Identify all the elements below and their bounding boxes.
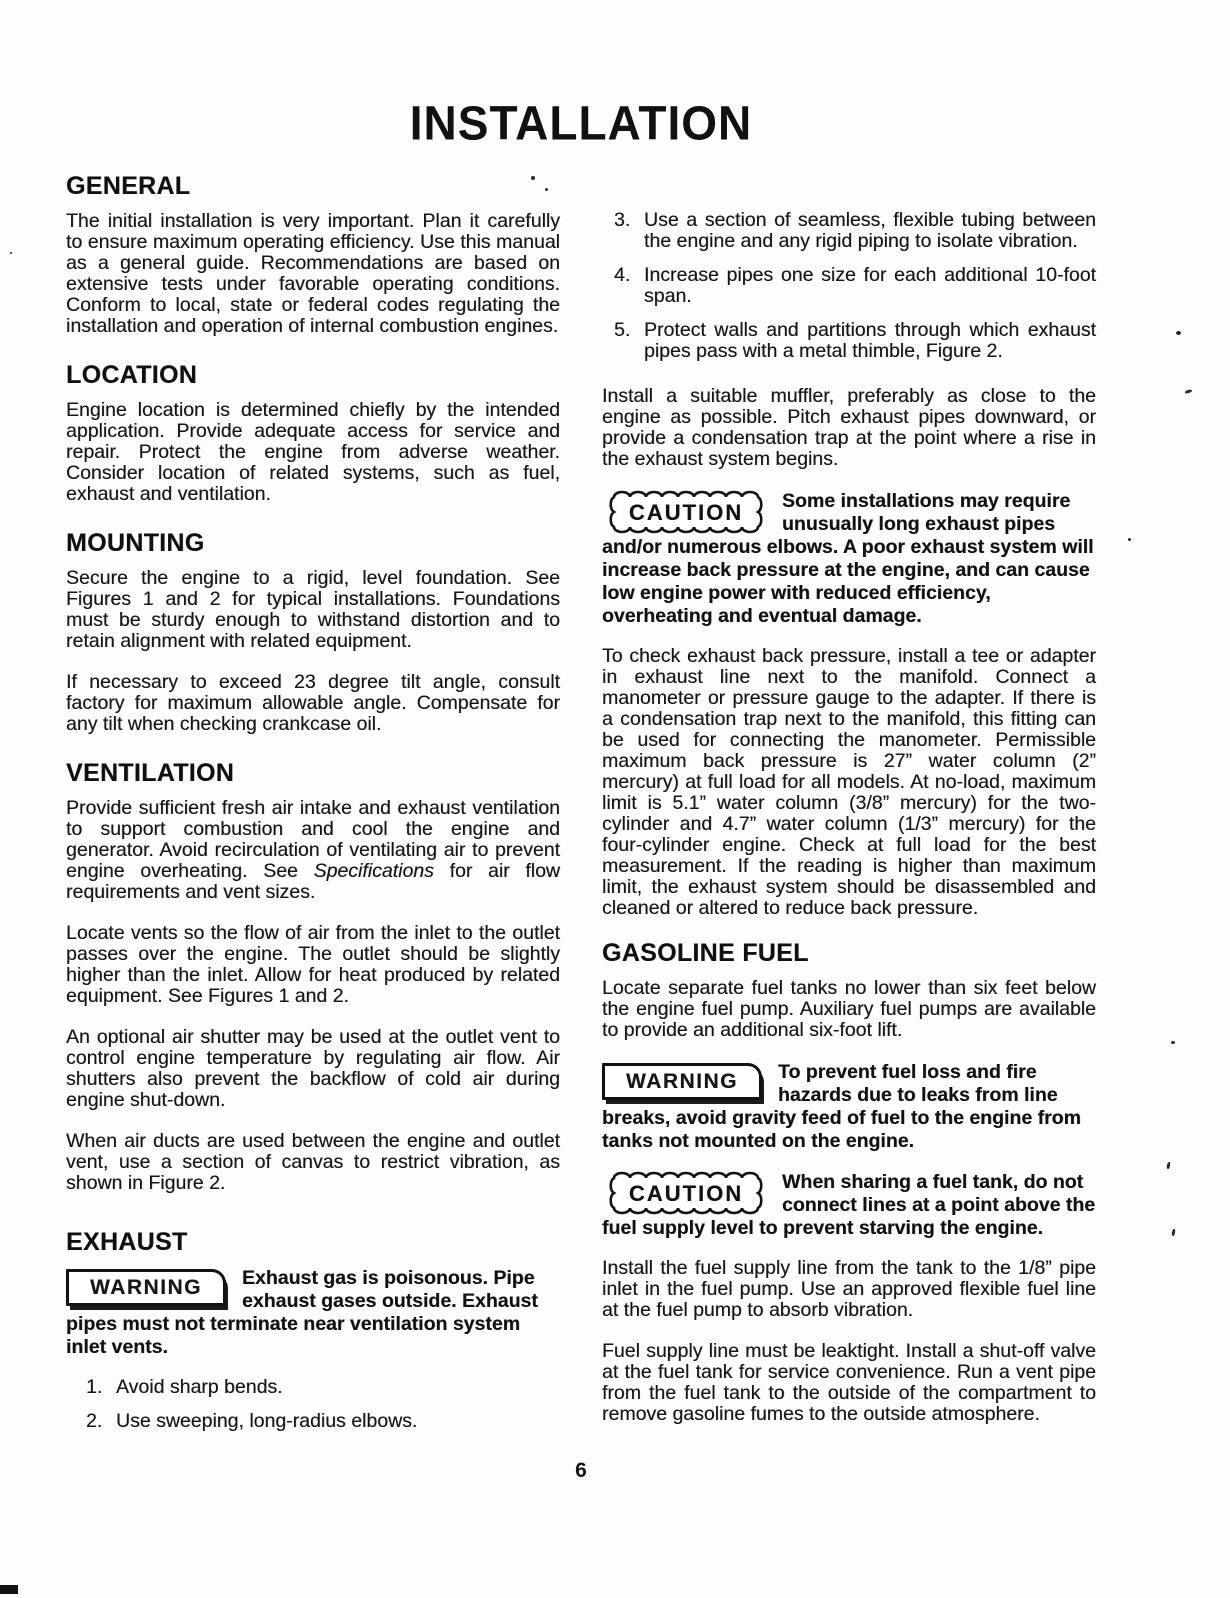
warning-label: WARNING [626,1070,738,1093]
list-item [614,265,1096,307]
paragraph-gasoline-1: Locate separate fuel tanks no lower than six feet below the engine fuel pump. Auxiliary fuel pumps are available to provide an additional six-foot lift. [602,977,1096,1041]
scan-artifact [1185,389,1193,394]
paragraph-fuel-supply-1: Install the fuel supply line from the tank to the 1/8” pipe inlet in the fuel pump. Use an approved flexible fuel line at the fuel pump to absorb vibration. [602,1257,1096,1321]
caution-label: CAUTION [628,500,744,525]
list-item [86,1411,560,1432]
caution-label-box [602,490,770,534]
section-heading-general: GENERAL [66,172,191,200]
exhaust-rules-list [66,1377,560,1432]
specifications-reference: Specifications [313,860,434,882]
paragraph-ventilation-4: When air ducts are used between the engine and outlet vent, use a section of canvas to restrict vibration, as shown in Figure 2. [66,1130,560,1194]
exhaust-caution-note [602,490,1096,628]
list-item-text: Avoid sharp bends. [116,1376,283,1398]
section-heading-exhaust: EXHAUST [66,1228,188,1256]
list-item-text: Use a section of seamless, flexible tubing between the engine and any rigid piping to isolate vibration. [644,209,1096,252]
ventilation-text-a: Provide sufficient fresh air intake and exhaust ventilation to support combustion and cool the engine and generator. Avoid recirculation of ventilating air to prevent engine overheating. See [66,797,560,882]
exhaust-warning-note [66,1267,560,1359]
list-item-text: Increase pipes one size for each additional 10-foot span. [644,264,1096,307]
caution-label: CAUTION [628,1181,744,1206]
section-heading-gasoline-fuel: GASOLINE FUEL [602,939,809,967]
warning-label-box [602,1063,762,1100]
paragraph-general: The initial installation is very important. Plan it carefully to ensure maximum operating efficiency. Use this manual as a general guide. Recommendations are based on extensive tests under favorable operating conditions. Conform to local, state or federal codes regulating the installation and operation of internal combustion engines. [66,210,560,337]
page-number: 6 [575,1459,587,1482]
page-title: INSTALLATION [409,95,753,151]
section-heading-mounting: MOUNTING [66,529,205,557]
scan-artifact [1166,1162,1170,1169]
list-item-number: 1. [86,1376,103,1398]
paragraph-mounting-1: Secure the engine to a rigid, level foundation. See Figures 1 and 2 for typical installations. Foundations must be sturdy enough to withstand distortion and to retain alignment with related equipment. [66,567,560,652]
exhaust-caution-text: Some installations may require unusually long exhaust pipes and/or numerous elbows. A poor exhaust system will increase back pressure at the engine, and can cause low engine power with reduced efficiency, overheating and eventual damage. [602,490,1094,627]
list-item-number: 4. [614,264,631,286]
list-item [614,210,1096,252]
ventilation-text-b: for air flow requirements and vent sizes. [66,860,560,903]
exhaust-rules-list-continued [602,210,1096,362]
warning-label: WARNING [90,1276,202,1299]
scan-artifact [1171,1229,1175,1236]
left-column [66,172,560,1445]
scan-artifact [531,176,535,180]
paragraph-mounting-2: If necessary to exceed 23 degree tilt angle, consult factory for maximum allowable angle. Compensate for any tilt when checking crankcase oil. [66,671,560,735]
paragraph-back-pressure: To check exhaust back pressure, install a tee or adapter in exhaust line next to the manifold. Connect a manometer or pressure gauge to the adapter. If there is a condensation trap next to the manifold, this fitting can be used for connecting the manometer. Permissible maximum back pressure is 27” water column (2” mercury) at full load for all models. At no-load, maximum limit is 5.1” water column (3/8” mercury) for the two-cylinder and 4.7” water column (1/3” mercury) for the four-cylinder engine. Check at full load for the best measurement. If the reading is higher than maximum limit, the exhaust system should be disassembled and cleaned or altered to reduce back pressure. [602,645,1096,919]
paragraph-fuel-supply-2: Fuel supply line must be leaktight. Install a shut-off valve at the fuel tank for service convenience. Run a vent pipe from the fuel tank to the outside of the compartment to remove gasoline fumes to the outside atmosphere. [602,1340,1096,1425]
fuel-warning-note [602,1061,1096,1153]
paragraph-ventilation-2: Locate vents so the flow of air from the inlet to the outlet passes over the engine. The outlet should be slightly higher than the inlet. Allow for heat produced by related equipment. See Figures 1 and 2. [66,922,560,1007]
list-item-number: 2. [86,1410,103,1432]
scan-artifact [545,188,548,191]
list-item-number: 3. [614,209,631,231]
scan-artifact [1171,1041,1175,1044]
list-item-text: Protect walls and partitions through which exhaust pipes pass with a metal thimble, Figure 2. [644,319,1096,362]
paragraph-ventilation-3: An optional air shutter may be used at the outlet vent to control engine temperature by regulating air flow. Air shutters also prevent the backflow of cold air during engine shut-down. [66,1026,560,1111]
list-item-number: 5. [614,319,631,341]
scan-artifact [1128,538,1131,541]
paragraph-muffler: Install a suitable muffler, preferably as close to the engine as possible. Pitch exhaust pipes downward, or provide a condensation trap at the point where a rise in the exhaust system begins. [602,385,1096,470]
list-item [614,320,1096,362]
warning-label-box [66,1269,226,1306]
fuel-warning-text: To prevent fuel loss and fire hazards due to leaks from line breaks, avoid gravity feed of fuel to the engine from tanks not mounted on the engine. [602,1061,1081,1152]
right-column [602,172,1096,1445]
section-heading-location: LOCATION [66,361,198,389]
section-heading-ventilation: VENTILATION [66,759,235,787]
paragraph-location: Engine location is determined chiefly by the intended application. Provide adequate access for service and repair. Protect the engine from adverse weather. Consider location of related systems, such as fuel, exhaust and ventilation. [66,399,560,505]
scan-artifact [0,1585,18,1594]
paragraph-ventilation-1 [66,798,560,903]
list-item-text: Use sweeping, long-radius elbows. [116,1410,418,1432]
page-content [66,0,1096,1483]
scan-artifact [1176,331,1181,335]
exhaust-warning-text: Exhaust gas is poisonous. Pipe exhaust gases outside. Exhaust pipes must not terminate near ventilation system inlet vents. [66,1267,538,1358]
scan-artifact [10,252,12,254]
fuel-caution-note [602,1171,1096,1240]
fuel-caution-text: When sharing a fuel tank, do not connect lines at a point above the fuel supply level to prevent starving the engine. [602,1171,1096,1239]
caution-label-box [602,1171,770,1215]
two-column-layout [66,172,1096,1445]
list-item [86,1377,560,1398]
